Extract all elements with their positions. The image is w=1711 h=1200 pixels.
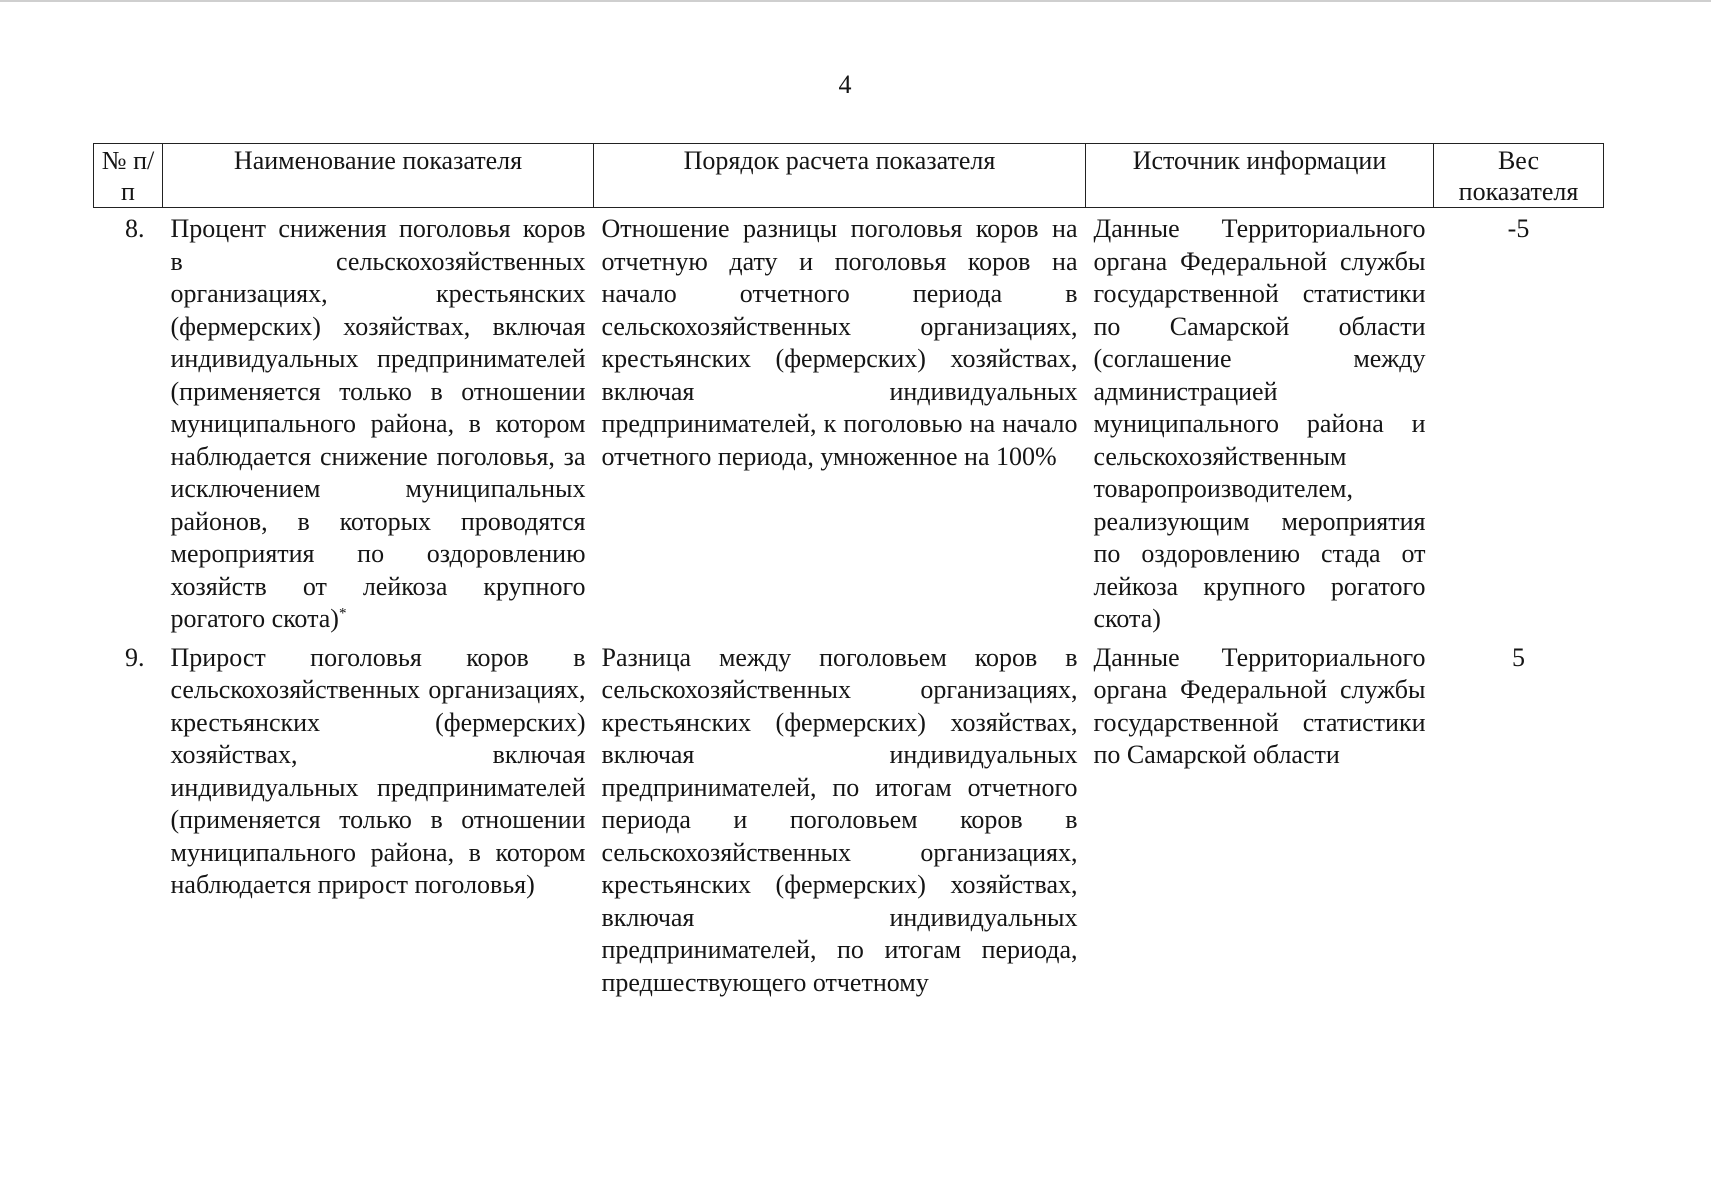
indicator-name-cell [163, 208, 594, 640]
calculation-method: Отношение разницы поголовья коров на отчетную дату и поголовья коров на начало отчетного периода в сельскохозяйственных организациях, крестьянских (фермерских) хозяйствах, включая индивидуальных предпринимателей, к поголовью на начало отчетного периода, умноженное на 100% [601, 214, 1078, 471]
page-top-border [0, 0, 1711, 2]
header-indicator-weight: Вес показателя [1434, 144, 1604, 208]
indicator-name: Прирост поголовья коров в сельскохозяйственных организациях, крестьянских (фермерских) хозяйствах, включая индивидуальных предпринимателей (применяется только в отношении муниципального района, в котором наблюдается прирост поголовья) [170, 642, 586, 899]
information-source: Данные Территориального органа Федеральной службы государственной статистики по Самарской области [1093, 642, 1426, 769]
indicators-table [93, 143, 1604, 999]
header-calculation-method: Порядок расчета показателя [594, 144, 1086, 208]
table-row [94, 640, 1604, 1000]
header-number: № п/п [94, 144, 163, 208]
row-number: 8. [125, 214, 145, 243]
table-row [94, 208, 1604, 640]
header-information-source: Источник информации [1086, 144, 1434, 208]
footnote-mark: * [338, 605, 347, 622]
information-source: Данные Территориального органа Федеральной службы государственной статистики по Самарской области (соглашение между администрацией муниципального района и сельскохозяйственным товаропроизводителем, реализующим мероприятия по оздоровлению стада от лейкоза крупного рогатого скота) [1093, 214, 1426, 633]
table-header-row [94, 144, 1604, 208]
indicator-weight: 5 [1512, 642, 1525, 672]
indicator-name: Процент снижения поголовья коров в сельскохозяйственных организациях, крестьянских (фермерских) хозяйствах, включая индивидуальных предпринимателей (применяется только в отношении муниципального района, в котором наблюдается снижение поголовья, за исключением муниципальных районов, в которых проводятся мероприятия по оздоровлению хозяйств от лейкоза крупного рогатого скота) [170, 214, 586, 633]
indicator-weight: -5 [1507, 214, 1530, 243]
header-indicator-name: Наименование показателя [163, 144, 594, 208]
calculation-method: Разница между поголовьем коров в сельскохозяйственных организациях, крестьянских (фермерских) хозяйствах, включая индивидуальных предпринимателей, по итогам отчетного периода и поголовьем коров в сельскохозяйственных организациях, крестьянских (фермерских) хозяйствах, включая индивидуальных предпринимателей, по итогам периода, предшествующего отчетному [601, 642, 1078, 997]
page-number: 4 [838, 70, 852, 99]
row-number: 9. [125, 642, 145, 672]
